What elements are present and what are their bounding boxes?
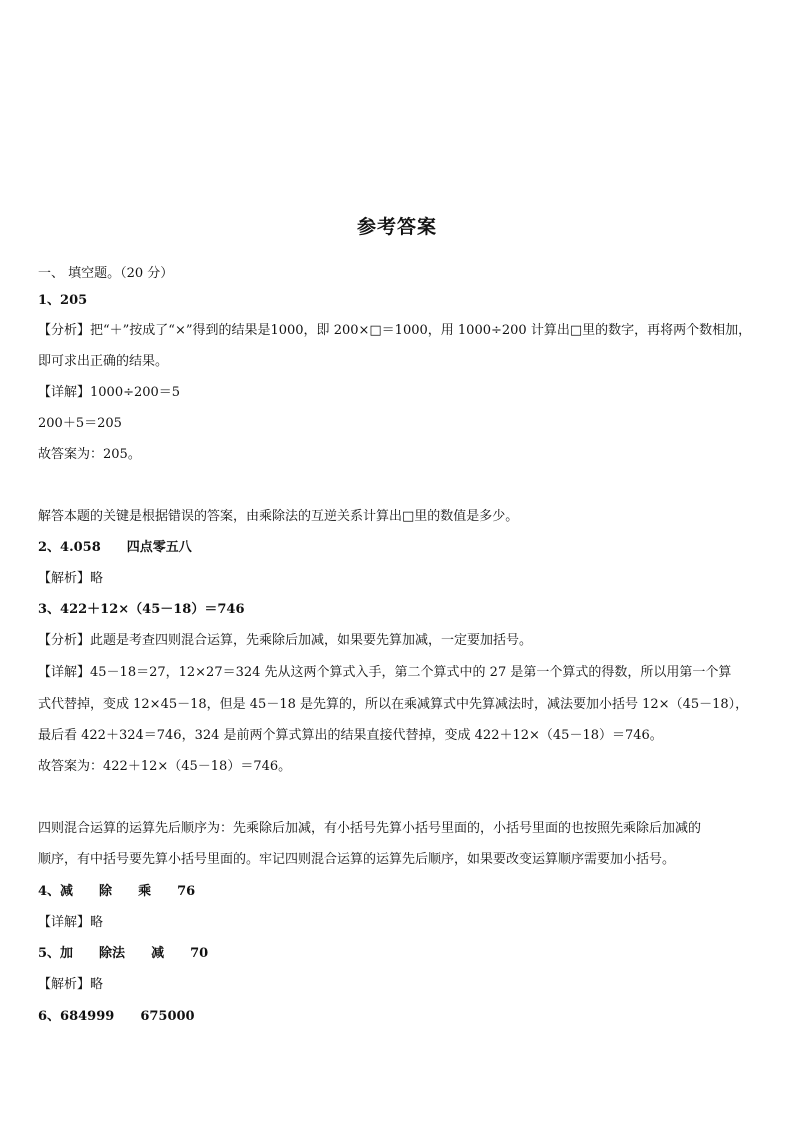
q1-step: 200＋5＝205 xyxy=(38,416,122,431)
q4-answer-4: 76 xyxy=(177,884,196,899)
q3-detail-line-1: 【详解】45－18＝27，12×27＝324 先从这两个算式入手，第二个算式中的 27 是第一个算式的得数，所以用第一个算 xyxy=(38,665,732,680)
q4-answer-3: 乘 xyxy=(138,884,152,899)
q5-answer-1: 5、加 xyxy=(38,946,74,961)
q3-detail-line-2: 式代替掉，变成 12×45－18，但是 45－18 是先算的，所以在乘减算式中先算减法时，减法要加小括号 12×（45－18）， xyxy=(38,697,749,712)
q2-answer-1: 2、4.058 xyxy=(38,540,101,555)
page-title: 参考答案 xyxy=(356,216,437,238)
q1-number: 1、205 xyxy=(38,293,88,308)
q3-note-line-2: 顺序，有中括号要先算小括号里面的。牢记四则混合运算的运算先后顺序，如果要改变运算顺序需要加小括号。 xyxy=(38,852,676,867)
q1-note: 解答本题的关键是根据错误的答案，由乘除法的互逆关系计算出□里的数值是多少。 xyxy=(38,509,519,524)
q1-analysis-line-2: 即可求出正确的结果。 xyxy=(38,354,169,369)
q5-number xyxy=(38,946,768,962)
q6-answer-1: 6、684999 xyxy=(38,1009,115,1024)
q3-number: 3、422＋12×（45－18）＝746 xyxy=(38,602,245,617)
q5-answer-3: 减 xyxy=(151,946,165,961)
q4-answer-2: 除 xyxy=(99,884,113,899)
q5-answer-4: 70 xyxy=(190,946,209,961)
q2-number xyxy=(38,540,768,556)
q3-note-line-1: 四则混合运算的运算先后顺序为：先乘除后加减，有小括号先算小括号里面的，小括号里面的也按照先乘除后加减的 xyxy=(38,821,702,836)
q4-detail: 【详解】略 xyxy=(38,915,104,930)
q2-answer-2: 四点零五八 xyxy=(126,540,192,555)
q1-detail: 【详解】1000÷200＝5 xyxy=(38,385,181,400)
q3-analysis: 【分析】此题是考查四则混合运算，先乘除后加减，如果要先算加减，一定要加括号。 xyxy=(38,633,533,648)
q3-detail-line-3: 最后看 422＋324＝746，324 是前两个算式算出的结果直接代替掉，变成 422＋12×（45－18）＝746。 xyxy=(38,728,663,743)
q1-analysis-line-1: 【分析】把“＋”按成了“×”得到的结果是1000，即 200×□＝1000，用 1000÷200 计算出□里的数字，再将两个数相加， xyxy=(38,323,752,338)
q1-answer: 故答案为：205。 xyxy=(38,447,141,462)
q4-answer-1: 4、减 xyxy=(38,884,74,899)
q5-analysis: 【解析】略 xyxy=(38,977,104,992)
q5-answer-2: 除法 xyxy=(99,946,126,961)
q6-answer-2: 675000 xyxy=(140,1009,195,1024)
section-heading: 一、 填空题。（20 分） xyxy=(38,266,174,281)
q3-answer: 故答案为：422＋12×（45－18）＝746。 xyxy=(38,759,292,774)
q4-number xyxy=(38,884,768,900)
q6-number xyxy=(38,1009,768,1025)
q2-analysis: 【解析】略 xyxy=(38,571,104,586)
